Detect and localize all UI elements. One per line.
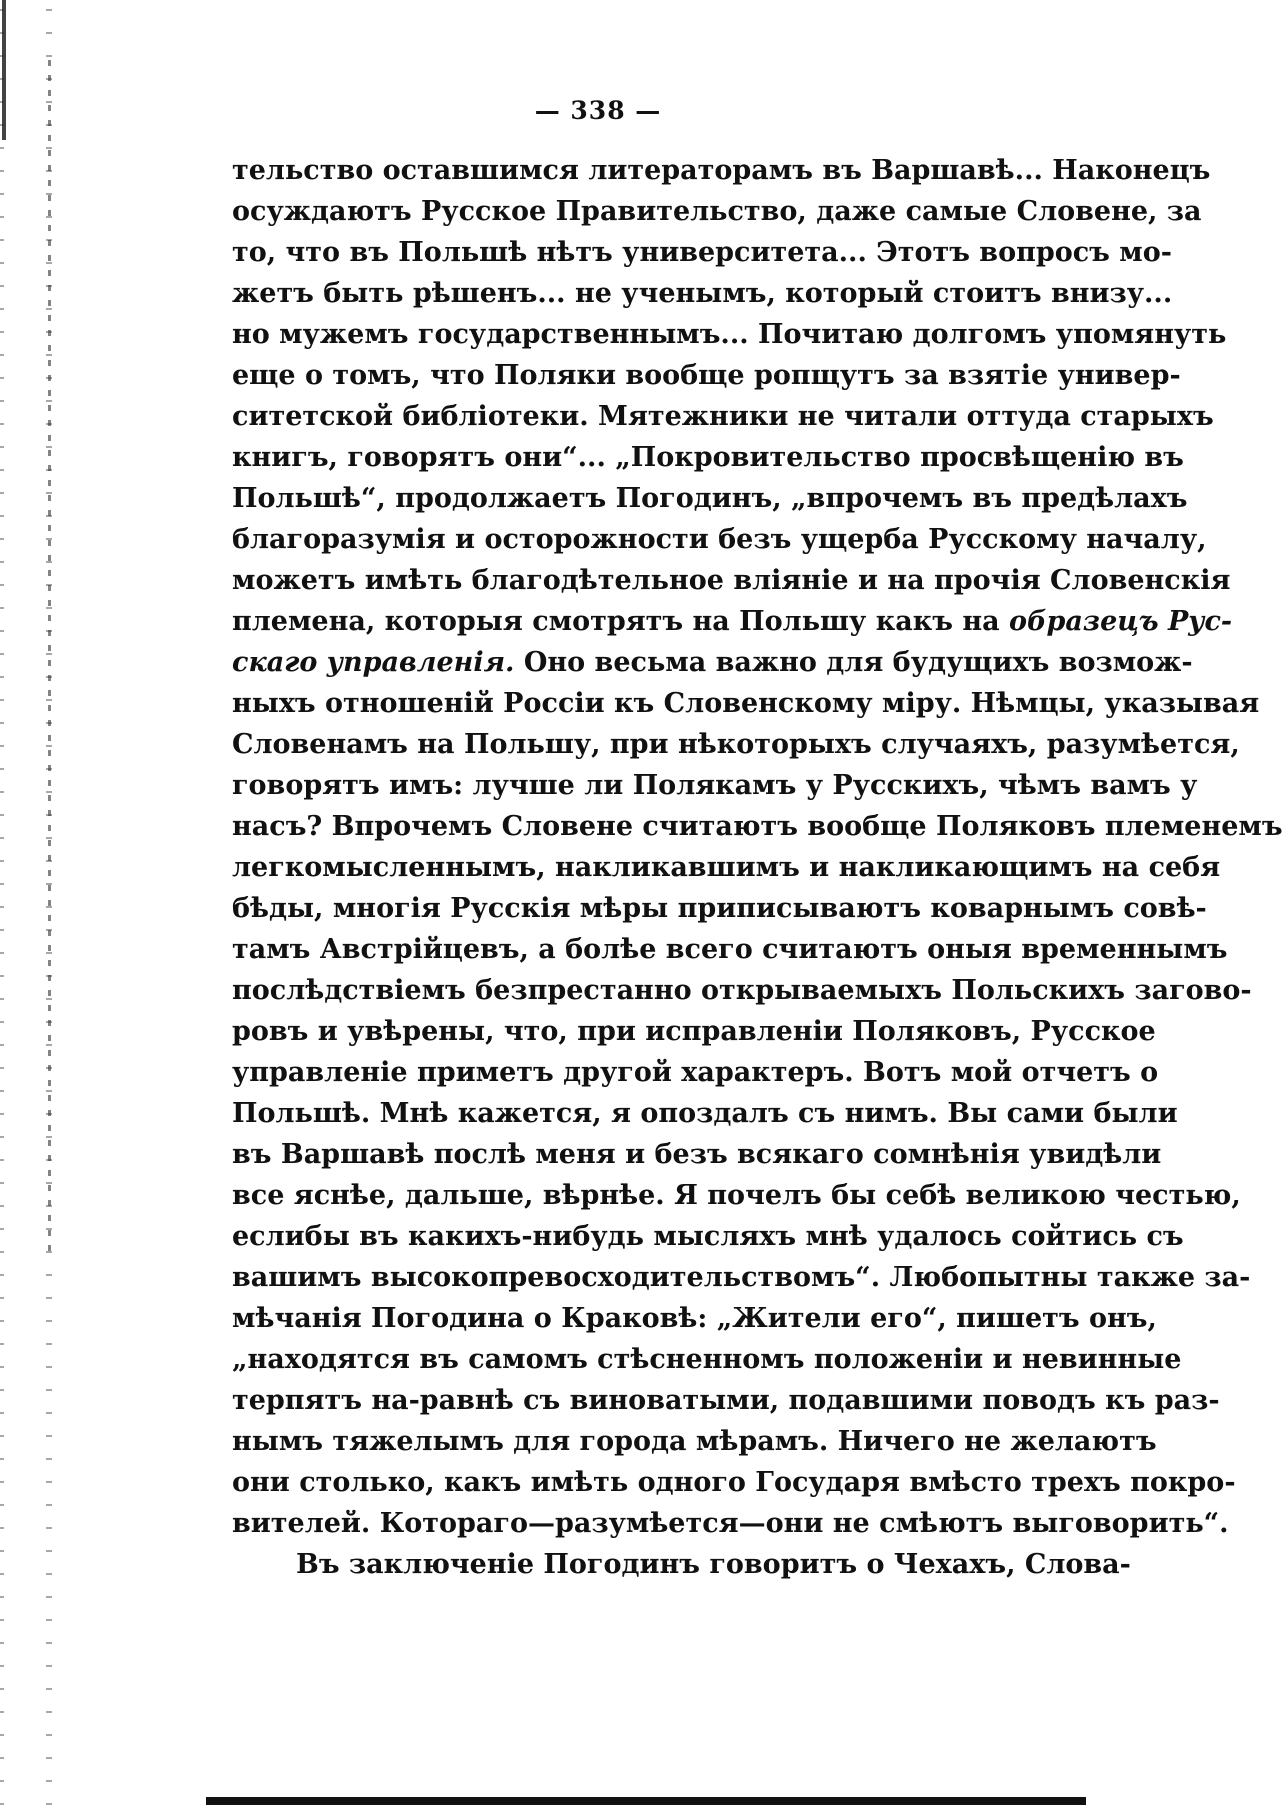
text-segment: то, что въ Польшѣ нѣтъ университета... Этотъ вопросъ мо- [232, 237, 1172, 268]
text-line [232, 1216, 1184, 1257]
text-line [232, 355, 1181, 396]
text-line [232, 1175, 1241, 1216]
text-segment: мѣчанія Погодина о Краковѣ: „Жители его“, пишетъ онъ, [232, 1303, 1157, 1334]
text-segment: еслибы въ какихъ-нибудь мысляхъ мнѣ удалось сойтись съ [232, 1221, 1184, 1252]
text-segment: насъ? Впрочемъ Словене считаютъ вообще Поляковъ племенемъ [232, 811, 1283, 842]
text-line [232, 150, 1211, 191]
text-line [232, 1380, 1220, 1421]
text-segment: ныхъ отношеній Россіи къ Словенскому міру. Нѣмцы, указывая [232, 688, 1260, 719]
text-line [232, 929, 1228, 970]
text-line [232, 970, 1252, 1011]
text-line [232, 642, 1193, 683]
scan-edge-artifact [0, 0, 70, 1811]
text-line [232, 847, 1221, 888]
text-segment: племена, которыя смотрятъ на Польшу какъ на [232, 606, 1009, 637]
text-segment: ровъ и увѣрены, что, при исправленіи Поляковъ, Русское [232, 1016, 1156, 1047]
text-segment: терпятъ на-равнѣ съ виноватыми, подавшими поводъ къ раз- [232, 1385, 1220, 1416]
text-line [232, 1011, 1156, 1052]
text-segment: жетъ быть рѣшенъ... не ученымъ, который стоитъ внизу... [232, 278, 1173, 309]
body-text [232, 150, 1283, 1585]
text-line [232, 273, 1173, 314]
text-line [232, 1462, 1236, 1503]
text-segment: тельство оставшимся литераторамъ въ Варшавѣ... Наконецъ [232, 155, 1211, 186]
page-number: — 338 — [534, 96, 662, 125]
text-segment: послѣдствіемъ безпрестанно открываемыхъ Польскихъ загово- [232, 975, 1252, 1006]
text-line [232, 519, 1207, 560]
text-line [232, 1503, 1229, 1544]
text-segment: тамъ Австрійцевъ, а болѣе всего считаютъ оныя временнымъ [232, 934, 1228, 965]
text-line [232, 478, 1188, 519]
text-segment: благоразумія и осторожности безъ ущерба Русскому началу, [232, 524, 1207, 555]
text-line [232, 1421, 1157, 1462]
text-segment: ситетской библіотеки. Мятежники не читали оттуда старыхъ [232, 401, 1214, 432]
bottom-rule [206, 1797, 1086, 1805]
text-line [232, 806, 1283, 847]
text-segment: осуждаютъ Русское Правительство, даже самые Словене, за [232, 196, 1202, 227]
text-line [232, 765, 1198, 806]
scan-edge-dots [48, 60, 51, 1260]
text-line [232, 1052, 1159, 1093]
text-line [232, 1093, 1178, 1134]
text-segment: вителей. Котораго—разумѣется—они не смѣютъ выговорить“. [232, 1508, 1229, 1539]
text-segment: они столько, какъ имѣть одного Государя вмѣсто трехъ покро- [232, 1467, 1236, 1498]
text-segment: вашимъ высокопревосходительствомъ“. Любопытны также за- [232, 1262, 1251, 1293]
text-segment: все яснѣе, дальше, вѣрнѣе. Я почелъ бы себѣ великою честью, [232, 1180, 1241, 1211]
text-segment: книгъ, говорятъ они“... „Покровительство просвѣщенію въ [232, 442, 1184, 473]
text-line [232, 560, 1231, 601]
italic-segment: образецъ Рус- [1009, 606, 1233, 637]
italic-segment: скаго управленія. [232, 647, 515, 678]
text-line [232, 888, 1207, 929]
text-line [232, 1298, 1157, 1339]
text-line [232, 601, 1233, 642]
text-segment: говорятъ имъ: лучше ли Полякамъ у Русскихъ, чѣмъ вамъ у [232, 770, 1198, 801]
text-segment: Въ заключеніе Погодинъ говоритъ о Чехахъ, Слова- [296, 1549, 1131, 1580]
text-line [232, 437, 1184, 478]
text-segment: въ Варшавѣ послѣ меня и безъ всякаго сомнѣнія увидѣли [232, 1139, 1162, 1170]
text-line [232, 1257, 1251, 1298]
text-segment: Польшѣ“, продолжаетъ Погодинъ, „впрочемъ въ предѣлахъ [232, 483, 1188, 514]
text-segment: можетъ имѣть благодѣтельное вліяніе и на прочія Словенскія [232, 565, 1231, 596]
text-line [232, 314, 1227, 355]
text-segment: управленіе приметъ другой характеръ. Вотъ мой отчетъ о [232, 1057, 1159, 1088]
text-line [232, 396, 1214, 437]
text-segment: бѣды, многія Русскія мѣры приписываютъ коварнымъ совѣ- [232, 893, 1207, 924]
text-segment: Словенамъ на Польшу, при нѣкоторыхъ случаяхъ, разумѣется, [232, 729, 1240, 760]
text-line [232, 1339, 1182, 1380]
text-line [232, 1134, 1162, 1175]
text-segment: нымъ тяжелымъ для города мѣрамъ. Ничего не желаютъ [232, 1426, 1157, 1457]
text-segment: Оно весьма важно для будущихъ возмож- [514, 647, 1193, 678]
text-segment: но мужемъ государственнымъ... Почитаю долгомъ упомянуть [232, 319, 1227, 350]
text-segment: Польшѣ. Мнѣ кажется, я опоздалъ съ нимъ. Вы сами были [232, 1098, 1178, 1129]
text-line [232, 724, 1240, 765]
text-segment: еще о томъ, что Поляки вообще ропщутъ за взятіе универ- [232, 360, 1181, 391]
text-segment: „находятся въ самомъ стѣсненномъ положеніи и невинные [232, 1344, 1182, 1375]
text-segment: легкомысленнымъ, накликавшимъ и накликающимъ на себя [232, 852, 1221, 883]
text-line [232, 232, 1172, 273]
text-line [232, 1544, 1131, 1585]
text-line [232, 683, 1260, 724]
text-line [232, 191, 1202, 232]
